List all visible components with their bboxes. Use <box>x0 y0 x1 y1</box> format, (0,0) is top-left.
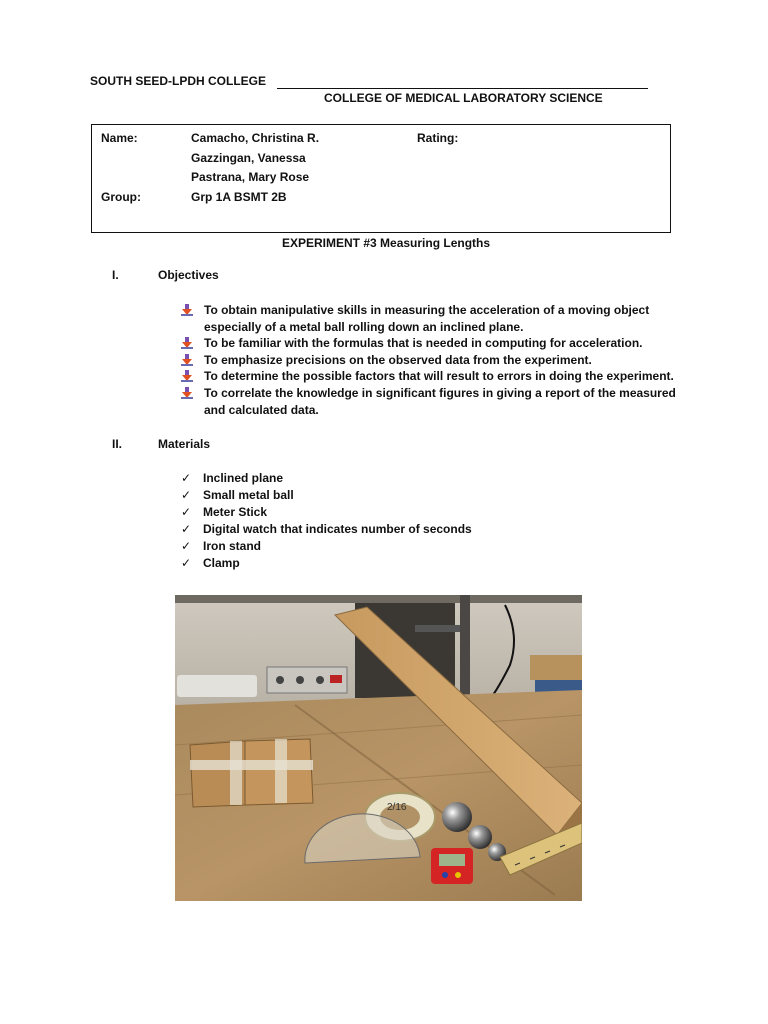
materials-number: II. <box>112 437 123 451</box>
objective-item: To emphasize precisions on the observed data from the experiment. <box>181 352 681 369</box>
arrow-bullet-icon <box>181 387 194 399</box>
material-item: ✓ Small metal ball <box>181 488 294 502</box>
school-name: SOUTH SEED-LPDH COLLEGE <box>90 74 267 88</box>
checkmark-icon: ✓ <box>181 505 192 519</box>
objectives-list <box>181 302 681 418</box>
student-info-box <box>91 124 671 233</box>
arrow-bullet-icon <box>181 337 194 349</box>
checkmark-icon: ✓ <box>181 488 192 502</box>
material-item: ✓ Inclined plane <box>181 471 284 485</box>
student-name-3: Pastrana, Mary Rose <box>191 170 310 184</box>
objective-item: To correlate the knowledge in significant figures in giving a report of the measured and calculated data. <box>181 385 681 418</box>
tape-label: 2/16 <box>387 802 407 813</box>
arrow-bullet-icon <box>181 304 194 316</box>
checkmark-icon: ✓ <box>181 522 192 536</box>
student-name-1: Camacho, Christina R. <box>191 131 320 145</box>
arrow-bullet-icon <box>181 370 194 382</box>
header-rule <box>277 88 648 89</box>
rating-label: Rating: <box>417 131 459 145</box>
objective-item: To be familiar with the formulas that is needed in computing for acceleration. <box>181 335 681 352</box>
lab-setup-illustration <box>175 595 582 901</box>
materials-heading: Materials <box>158 437 211 451</box>
college-name: COLLEGE OF MEDICAL LABORATORY SCIENCE <box>324 91 603 105</box>
objectives-number: I. <box>112 268 119 282</box>
material-item: ✓ Meter Stick <box>181 505 268 519</box>
checkmark-icon: ✓ <box>181 471 192 485</box>
group-value: Grp 1A BSMT 2B <box>191 190 287 204</box>
checkmark-icon: ✓ <box>181 556 192 570</box>
checkmark-icon: ✓ <box>181 539 192 553</box>
materials-list <box>181 470 472 572</box>
objective-item: To determine the possible factors that will result to errors in doing the experiment. <box>181 368 681 385</box>
student-name-2: Gazzingan, Vanessa <box>191 151 306 165</box>
arrow-bullet-icon <box>181 354 194 366</box>
group-label: Group: <box>101 190 141 204</box>
material-item: ✓ Iron stand <box>181 539 262 553</box>
objective-item: To obtain manipulative skills in measuring the acceleration of a moving object especially of a metal ball rolling down an inclined plane. <box>181 302 681 335</box>
name-label: Name: <box>101 131 138 145</box>
material-item: ✓ Digital watch that indicates number of seconds <box>181 522 472 536</box>
material-item: ✓ Clamp <box>181 556 240 570</box>
experiment-setup-photo <box>175 595 582 901</box>
experiment-title: EXPERIMENT #3 Measuring Lengths <box>282 236 491 250</box>
objectives-heading: Objectives <box>158 268 219 282</box>
